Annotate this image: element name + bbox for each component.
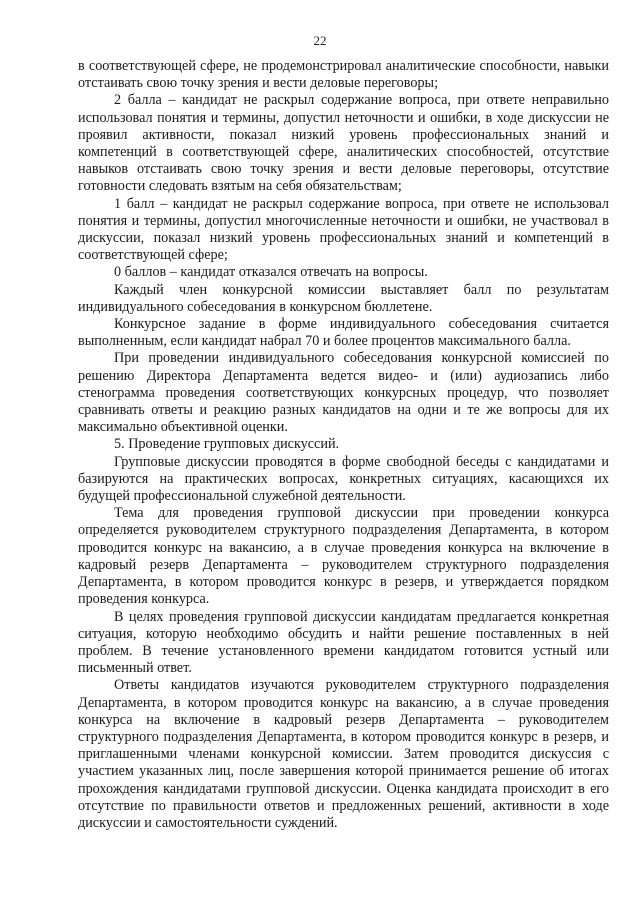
page-number: 22 [313, 33, 327, 48]
paragraph-score-1: 1 балл – кандидат не раскрыл содержание вопроса, при ответе не использовал понятия и термины, допустил многочисленные неточности и ошибки, не участвовал в дискуссии, показал низкий уровень профессиональных знаний и компетенций в соответствующей сфере; [78, 195, 609, 264]
section-heading-group-discussions: 5. Проведение групповых дискуссий. [114, 436, 340, 453]
paragraph-continuation: в соответствующей сфере, не продемонстрировал аналитические способности, навыки отстаивать свою точку зрения и вести деловые переговоры; [78, 58, 609, 92]
paragraph-commission-ballot: Каждый член конкурсной комиссии выставляет балл по результатам индивидуального собеседования в конкурсном бюллетене. [78, 281, 609, 315]
paragraph-answers-evaluation: Ответы кандидатов изучаются руководителем структурного подразделения Департамента, в котором проводится конкурс на вакансию, а в случае проведения конкурса на включение в кадровый резерв Департамента – руководителем структурного подразделения Департамента, в котором проводится конкурс в резерв, и приглашенными членами конкурсной комиссии. Затем проводится дискуссия с участием указанных лиц, после завершения которой принимается решение об итогах прохождения кандидатами групповой дискуссии. Оценка кандидата происходит в его отсутствие по правильности ответов и предложенных решений, активности в ходе дискуссии и самостоятельности суждений. [78, 677, 609, 831]
document-body [78, 58, 609, 832]
paragraph-task-completed: Конкурсное задание в форме индивидуального собеседования считается выполненным, если кандидат набрал 70 и более процентов максимального балла. [78, 316, 609, 350]
paragraph-video-recording: При проведении индивидуального собеседования конкурсной комиссией по решению Директора Департамента ведется видео- и (или) аудиозапись либо стенограмма проведения соответствующих конкурсных процедур, что позволяет сравнивать ответы и реакцию разных кандидатов на одни и те же вопросы для их максимально объективной оценки. [78, 350, 609, 436]
paragraph-score-2: 2 балла – кандидат не раскрыл содержание вопроса, при ответе неправильно использовал понятия и термины, допустил неточности и ошибки, в ходе дискуссии не проявил активности, показал низкий уровень профессиональных знаний и компетенций в соответствующей сфере, аналитических способностей, отсутствие навыков отстаивать свою точку зрения и вести деловые переговоры, отсутствие готовности следовать взятым на себя обязательствам; [78, 92, 609, 195]
paragraph-discussion-format: Групповые дискуссии проводятся в форме свободной беседы с кандидатами и базируются на практических вопросах, конкретных ситуациях, касающихся их будущей профессиональной служебной деятельности. [78, 453, 609, 505]
paragraph-discussion-situation: В целях проведения групповой дискуссии кандидатам предлагается конкретная ситуация, которую необходимо обсудить и найти решение поставленных в ней проблем. В течение установленного времени кандидатом готовится устный или письменный ответ. [78, 608, 609, 677]
paragraph-score-0: 0 баллов – кандидат отказался отвечать на вопросы. [114, 264, 428, 281]
paragraph-discussion-topic: Тема для проведения групповой дискуссии при проведении конкурса определяется руководителем структурного подразделения Департамента, в котором проводится конкурс на вакансию, а в случае проведения конкурса на включение в кадровый резерв Департамента – руководителем структурного подразделения Департамента, в котором проводится конкурс в резерв, и утверждается порядком проведения конкурса. [78, 505, 609, 608]
